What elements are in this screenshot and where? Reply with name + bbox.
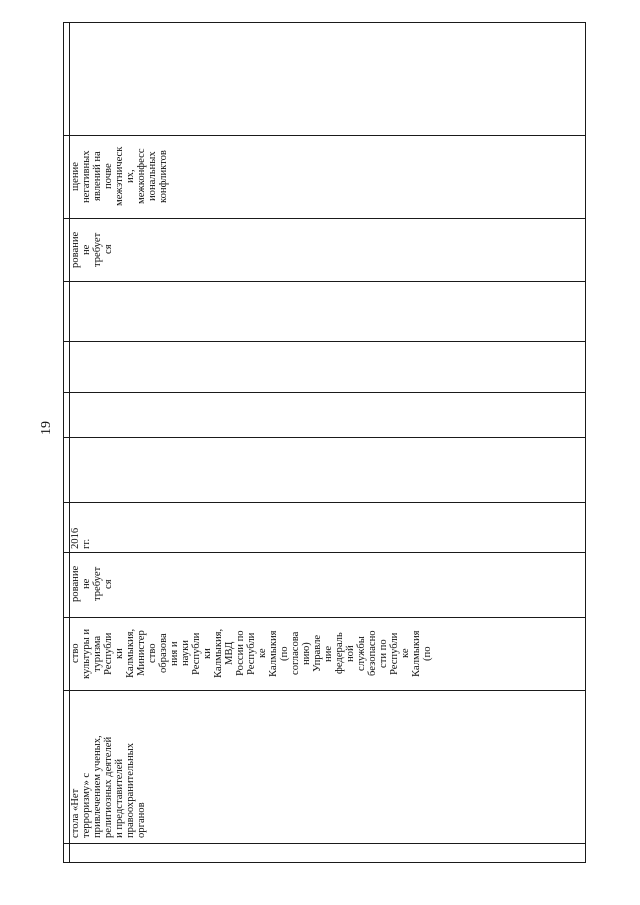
row-divider [63,218,586,219]
expected-result-cell: щение негативных явлений на почве межэтническ их, межконфесс иональных конфликтов [70,146,169,207]
table-border-top [63,22,586,23]
table-border-left [63,22,64,863]
page-number: 19 [39,421,54,435]
table-border-bottom [63,862,586,863]
row-divider [63,690,586,691]
table-border-right [585,22,586,863]
executors-cell: ство культуры и туризма Республи ки Калмыкия, Министер ство образова ния и науки Республи ки Калмыкия, МВД России по Республи ке Калмыкия (по согласова нию) Управле ние федераль ной службы безопасно сти по Республи ке Калмыкия (по [70,628,433,679]
row-divider [63,437,586,438]
row-divider [63,617,586,618]
funding-cell: рование не требует ся [70,565,114,603]
funding-cell: рование не требует ся [70,231,114,268]
row-divider [63,392,586,393]
row-divider [63,502,586,503]
event-description-cell: стола «Нет терроризму» с привлечением ученых, религиозных деятелей и представителей правоохранительных органов [70,735,147,838]
row-divider [63,552,586,553]
row-divider [63,843,586,844]
period-cell: 2016 гг. [70,527,92,549]
row-divider [63,281,586,282]
row-divider [63,341,586,342]
row-divider [63,135,586,136]
